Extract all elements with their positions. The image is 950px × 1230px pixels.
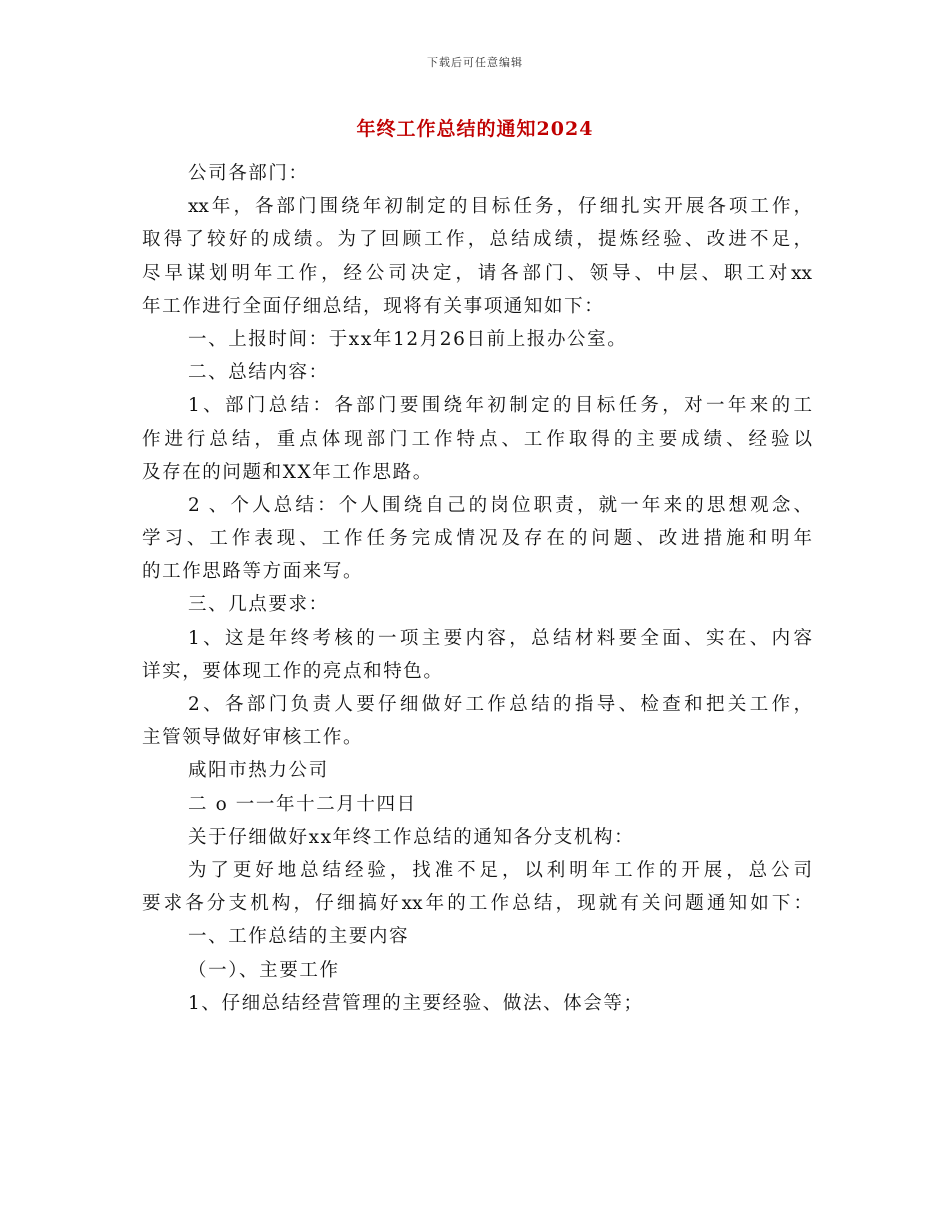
text-line: 学习、工作表现、工作任务完成情况及存在的问题、改进措施和明年 [142, 528, 812, 550]
text-line: 2、各部门负责人要仔细做好工作总结的指导、检查和把关工作， [188, 694, 812, 715]
text-line: 要求各分支机构，仔细搞好xx年的工作总结，现就有关问题通知如下： [142, 893, 812, 915]
text-line: 公司各部门： [188, 163, 309, 184]
text-line: 一、工作总结的主要内容 [188, 926, 410, 948]
text-line: 及存在的问题和XX年工作思路。 [142, 461, 433, 483]
text-line: 1、这是年终考核的一项主要内容，总结材料要全面、实在、内容 [188, 627, 812, 649]
text-line: 详实，要体现工作的亮点和特色。 [142, 660, 444, 682]
text-line: 年工作进行全面仔细总结，现将有关事项通知如下： [142, 295, 605, 317]
text-line: 二、总结内容： [188, 362, 329, 384]
text-line: xx年，各部门围绕年初制定的目标任务，仔细扎实开展各项工作， [188, 196, 812, 218]
text-line: 1、部门总结：各部门要围绕年初制定的目标任务，对一年来的工 [188, 395, 812, 417]
text-line: 三、几点要求： [188, 594, 329, 616]
text-line: 作进行总结，重点体现部门工作特点、工作取得的主要成绩、经验以 [142, 428, 812, 450]
text-line: 尽早谋划明年工作，经公司决定，请各部门、领导、中层、职工对xx [142, 262, 812, 284]
text-line: 1、仔细总结经营管理的主要经验、做法、体会等； [188, 992, 644, 1014]
text-line: 取得了较好的成绩。为了回顾工作，总结成绩，提炼经验、改进不足， [142, 229, 812, 251]
header-note: 下载后可任意编辑 [427, 56, 523, 69]
text-line: 二 o 一一年十二月十四日 [188, 793, 417, 815]
document-title: 年终工作总结的通知2024 [356, 118, 594, 140]
text-line: 主管领导做好审核工作。 [142, 727, 364, 749]
text-line: 为了更好地总结经验，找准不足，以利明年工作的开展，总公司 [188, 859, 812, 881]
text-line: （一）、主要工作 [188, 959, 340, 981]
document-body [142, 157, 812, 1020]
text-line: 关于仔细做好xx年终工作总结的通知各分支机构： [188, 826, 635, 848]
text-line: 的工作思路等方面来写。 [142, 561, 364, 583]
text-line: 咸阳市热力公司 [188, 760, 329, 782]
text-line: 一、上报时间：于xx年12月26日前上报办公室。 [188, 328, 628, 350]
text-line: 2 、个人总结：个人围绕自己的岗位职责，就一年来的思想观念、 [188, 494, 812, 516]
